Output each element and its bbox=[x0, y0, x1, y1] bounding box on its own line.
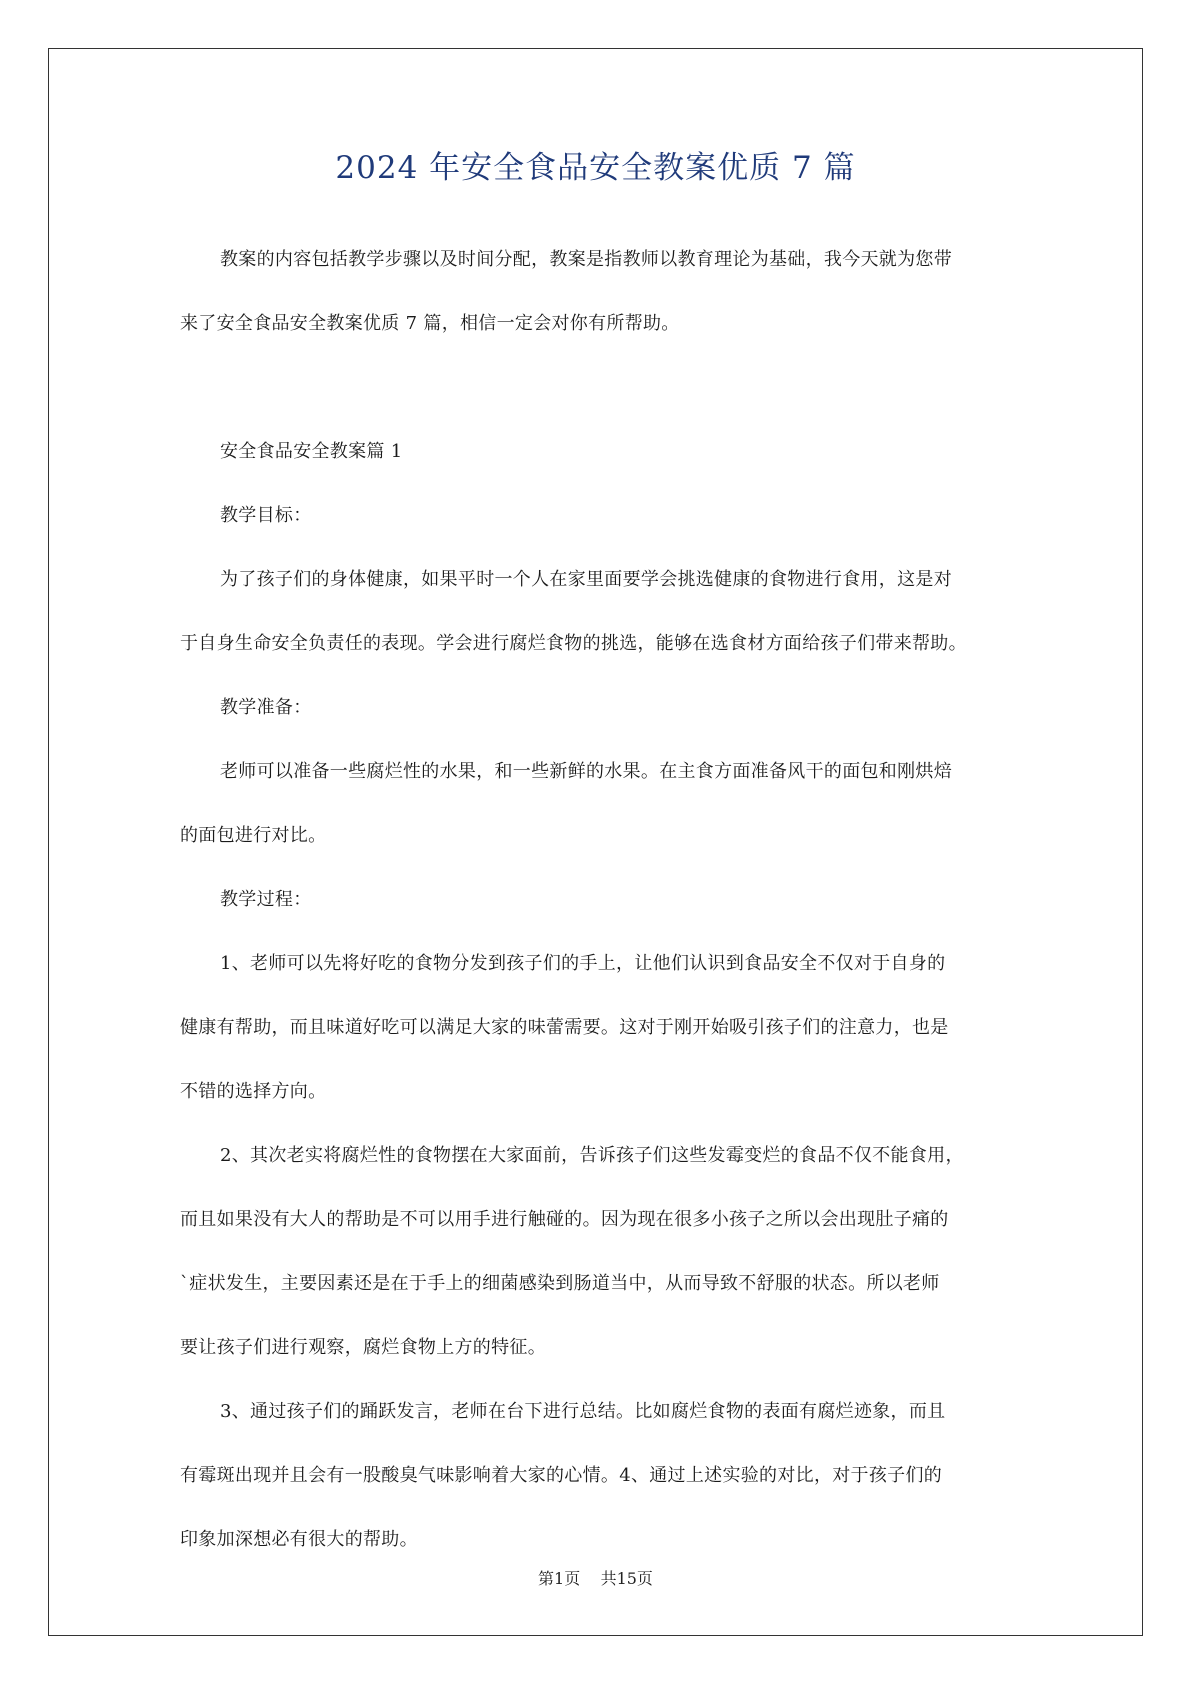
body-text-line: 教学过程： bbox=[220, 889, 312, 910]
document-body bbox=[180, 248, 1012, 1592]
body-text-line: 不错的选择方向。 bbox=[180, 1081, 327, 1102]
page-footer: 第1页 共15页 bbox=[538, 1569, 653, 1588]
body-text-line: 1、老师可以先将好吃的食物分发到孩子们的手上，让他们认识到食品安全不仅对于自身的 bbox=[220, 953, 946, 974]
body-text-line: 印象加深想必有很大的帮助。 bbox=[180, 1529, 418, 1550]
body-text-line: 安全食品安全教案篇 1 bbox=[220, 441, 403, 462]
paragraph-gap bbox=[180, 376, 1012, 440]
body-text-line: 老师可以准备一些腐烂性的水果，和一些新鲜的水果。在主食方面准备风干的面包和刚烘焙 bbox=[220, 761, 952, 782]
body-text-line: 教学准备： bbox=[220, 697, 312, 718]
document-title: 2024 年安全食品安全教案优质 7 篇 bbox=[335, 150, 856, 186]
body-text-line: 于自身生命安全负责任的表现。学会进行腐烂食物的挑选，能够在选食材方面给孩子们带来帮助。 bbox=[180, 633, 967, 654]
body-text-line: 健康有帮助，而且味道好吃可以满足大家的味蕾需要。这对于刚开始吸引孩子们的注意力，也是 bbox=[180, 1017, 949, 1038]
body-text-line: 有霉斑出现并且会有一股酸臭气味影响着大家的心情。4、通过上述实验的对比，对于孩子们的 bbox=[180, 1465, 943, 1486]
body-text-line: 而且如果没有大人的帮助是不可以用手进行触碰的。因为现在很多小孩子之所以会出现肚子痛的 bbox=[180, 1209, 949, 1230]
body-text-line: 3、通过孩子们的踊跃发言，老师在台下进行总结。比如腐烂食物的表面有腐烂迹象，而且 bbox=[220, 1401, 946, 1422]
body-text-line: `症状发生，主要因素还是在于手上的细菌感染到肠道当中，从而导致不舒服的状态。所以老师 bbox=[180, 1273, 940, 1294]
body-text-line: 教案的内容包括教学步骤以及时间分配，教案是指教师以教育理论为基础，我今天就为您带 bbox=[220, 249, 952, 270]
body-text-line: 来了安全食品安全教案优质 7 篇，相信一定会对你有所帮助。 bbox=[180, 313, 680, 334]
body-text-line: 要让孩子们进行观察，腐烂食物上方的特征。 bbox=[180, 1337, 546, 1358]
body-text-line: 2、其次老实将腐烂性的食物摆在大家面前，告诉孩子们这些发霉变烂的食品不仅不能食用， bbox=[220, 1145, 964, 1166]
body-text-line: 教学目标： bbox=[220, 505, 312, 526]
body-text-line: 的面包进行对比。 bbox=[180, 825, 327, 846]
body-text-line: 为了孩子们的身体健康，如果平时一个人在家里面要学会挑选健康的食物进行食用，这是对 bbox=[220, 569, 952, 590]
